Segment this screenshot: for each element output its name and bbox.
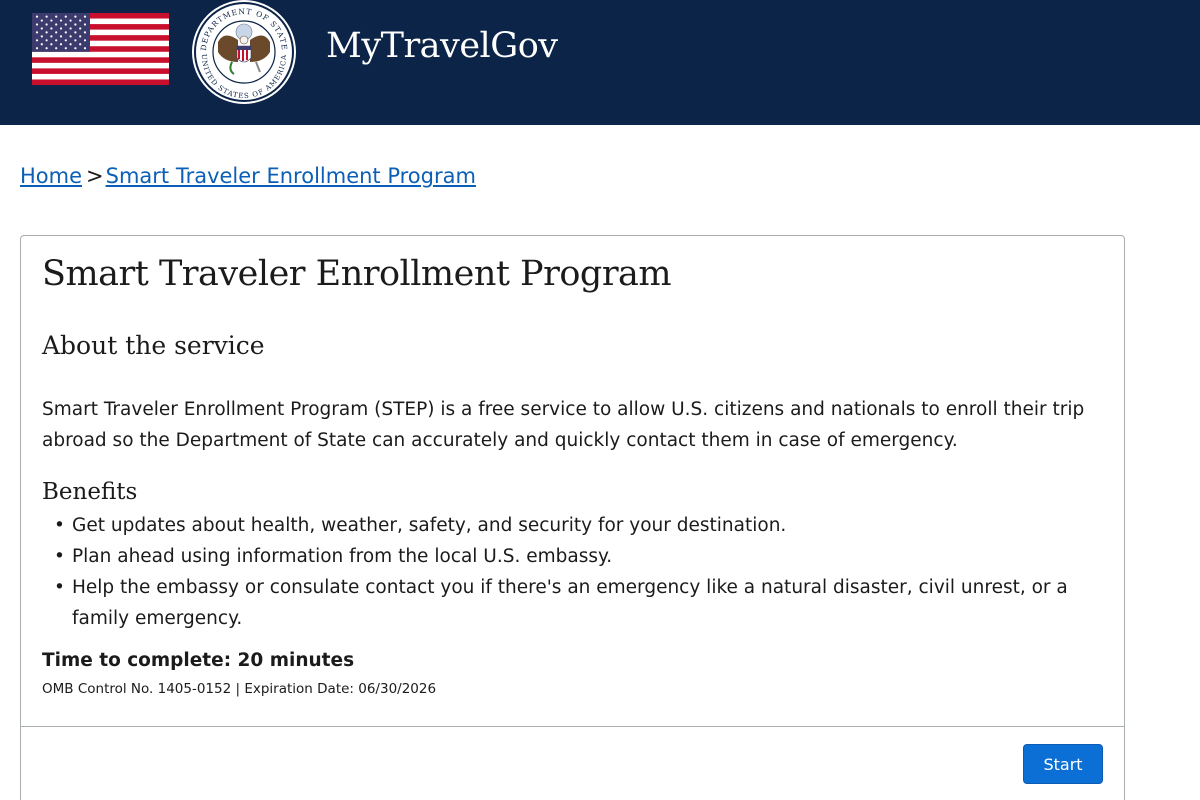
- benefit-item: • Plan ahead using information from the local U.S. embassy.: [42, 541, 1102, 572]
- page-title: Smart Traveler Enrollment Program: [42, 254, 672, 294]
- breadcrumb: [20, 164, 476, 188]
- breadcrumb-separator: >: [86, 164, 104, 188]
- about-text: Smart Traveler Enrollment Program (STEP) is a free service to allow U.S. citizens and nationals to enroll their trip abroad so the Department of State can accurately and quickly contact them in case of emergency.: [42, 399, 1085, 451]
- time-to-complete: Time to complete: 20 minutes: [42, 650, 355, 671]
- card-divider: [21, 726, 1124, 727]
- site-header: [0, 0, 1200, 125]
- breadcrumb-current-link[interactable]: Smart Traveler Enrollment Program: [105, 164, 476, 188]
- start-button[interactable]: Start: [1023, 744, 1103, 784]
- benefit-item: • Help the embassy or consulate contact you if there's an emergency like a natural disaster, civil unrest, or a family emergency.: [42, 572, 1102, 634]
- omb-control-info: OMB Control No. 1405-0152 | Expiration Date: 06/30/2026: [42, 681, 437, 697]
- state-department-seal-icon: [188, 0, 300, 104]
- breadcrumb-home-link[interactable]: Home: [20, 164, 83, 188]
- site-name[interactable]: MyTravelGov: [326, 26, 558, 66]
- benefits-list: [42, 510, 1102, 634]
- benefit-item: • Get updates about health, weather, safety, and security for your destination.: [42, 510, 1102, 541]
- us-flag-icon: [32, 13, 169, 85]
- benefits-heading: Benefits: [42, 479, 138, 505]
- seal-bottom-text: UNITED STATES OF AMERICA: [199, 53, 289, 101]
- seal-top-text: DEPARTMENT OF STATE: [198, 6, 290, 52]
- service-card: [20, 235, 1125, 800]
- about-heading: About the service: [42, 331, 265, 360]
